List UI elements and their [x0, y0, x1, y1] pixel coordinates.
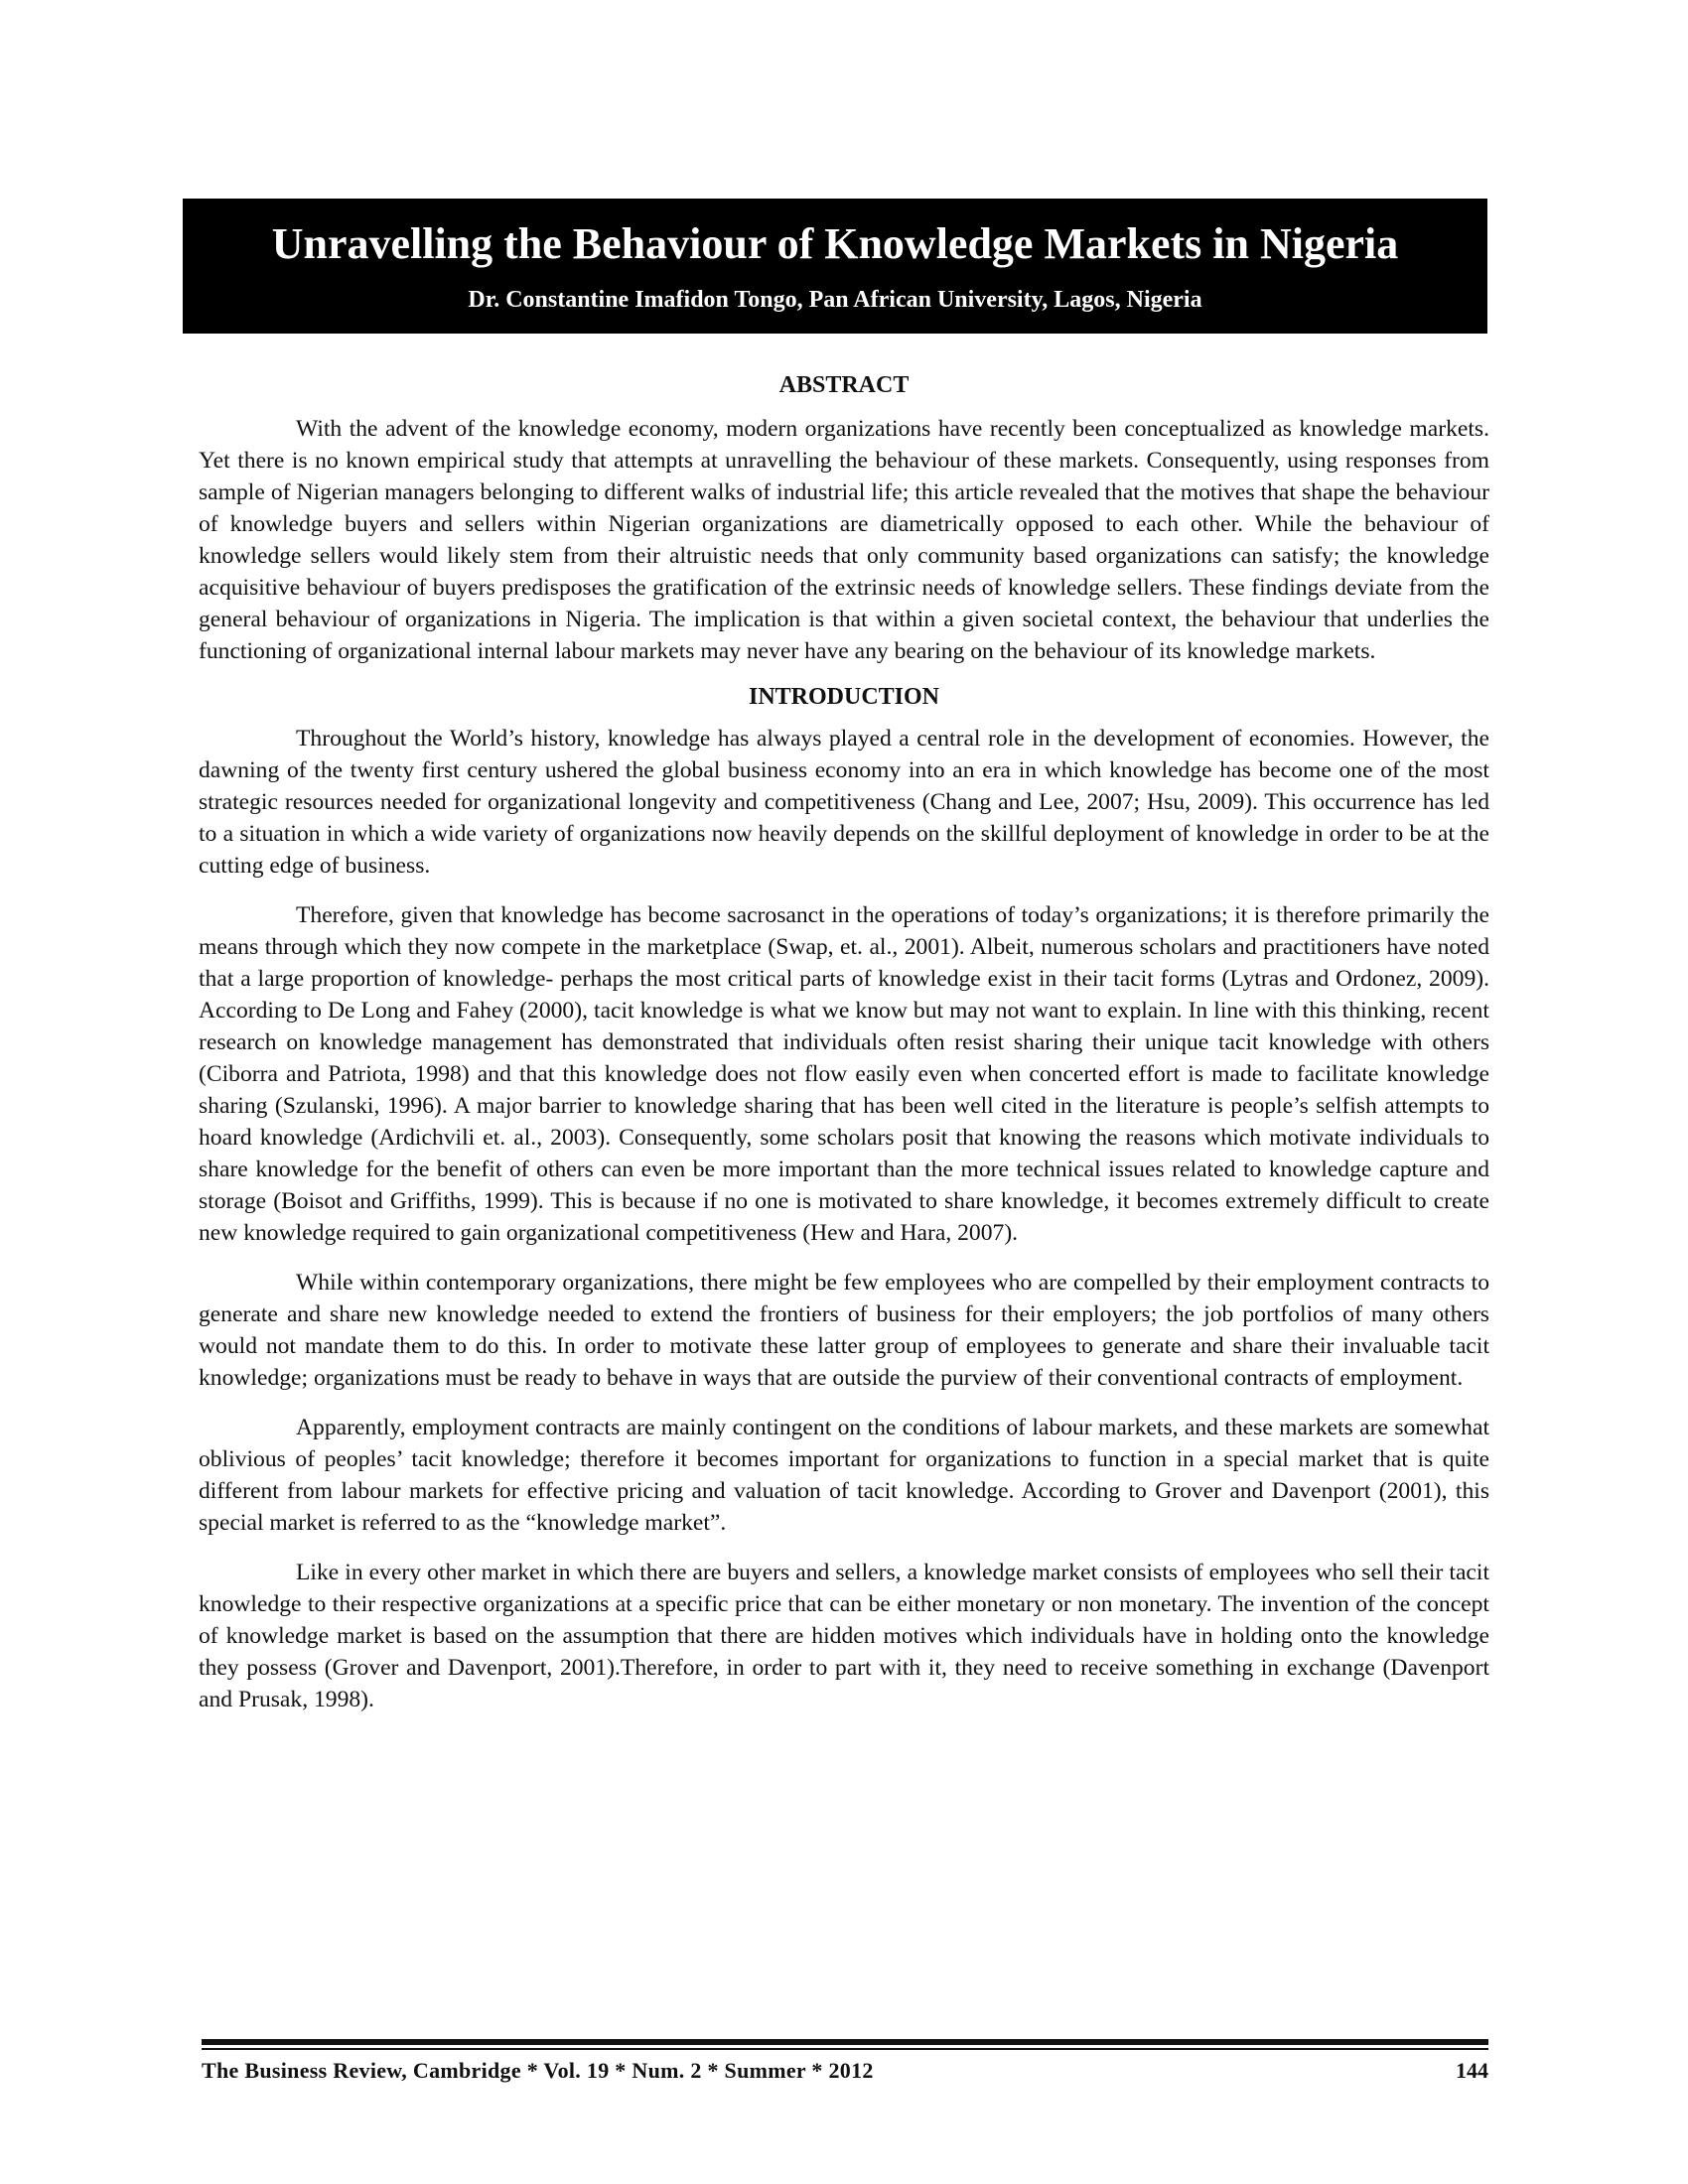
paper-body [199, 369, 1489, 1733]
intro-paragraph-3: While within contemporary organizations, there might be few employees who are compelled by their employment contracts to generate and share new knowledge needed to extend the frontiers of business for their employers; the job portfolios of many others would not mandate them to do this. In order to motivate these latter group of employees to generate and share their invaluable tacit knowledge; organizations must be ready to behave in ways that are outside the purview of their conventional contracts of employment. [199, 1270, 1489, 1391]
abstract-heading: ABSTRACT [778, 372, 910, 398]
intro-paragraph-5: Like in every other market in which there are buyers and sellers, a knowledge market consists of employees who sell their tacit knowledge to their respective organizations at a specific price that can be either monetary or non monetary. The invention of the concept of knowledge market is based on the assumption that there are hidden motives which individuals have in holding onto the knowledge they possess (Grover and Davenport, 2001).Therefore, in order to part with it, they need to receive something in exchange (Davenport and Prusak, 1998). [199, 1560, 1489, 1712]
footer-rule-thin [202, 2048, 1488, 2050]
page-number: 144 [1456, 2058, 1488, 2083]
journal-citation: The Business Review, Cambridge * Vol. 19 * Num. 2 * Summer * 2012 [202, 2058, 874, 2083]
footer-row [202, 2058, 1488, 2092]
abstract-text: With the advent of the knowledge economy, modern organizations have recently been conceptualized as knowledge markets. Yet there is no known empirical study that attempts at unravelling the behaviour of these markets. Consequently, using responses from sample of Nigerian managers belonging to different walks of industrial life; this article revealed that the motives that shape the behaviour of knowledge buyers and sellers within Nigerian organizations are diametrically opposed to each other. While the behaviour of knowledge sellers would likely stem from their altruistic needs that only community based organizations can satisfy; the knowledge acquisitive behaviour of buyers predisposes the gratification of the extrinsic needs of knowledge sellers. These findings deviate from the general behaviour of organizations in Nigeria. The implication is that within a given societal context, the behaviour that underlies the functioning of organizational internal labour markets may never have any bearing on the behaviour of its knowledge markets. [199, 416, 1489, 664]
intro-paragraph-2: Therefore, given that knowledge has become sacrosanct in the operations of today’s organizations; it is therefore primarily the means through which they now compete in the marketplace (Swap, et. al., 2001). Albeit, numerous scholars and practitioners have noted that a large proportion of knowledge- perhaps the most critical parts of knowledge exist in their tacit forms (Lytras and Ordonez, 2009). According to De Long and Fahey (2000), tacit knowledge is what we know but may not want to explain. In line with this thinking, recent research on knowledge management has demonstrated that individuals often resist sharing their unique tacit knowledge with others (Ciborra and Patriota, 1998) and that this knowledge does not flow easily even when concerted effort is made to facilitate knowledge sharing (Szulanski, 1996). A major barrier to knowledge sharing that has been well cited in the literature is people’s selfish attempts to hoard knowledge (Ardichvili et. al., 2003). Consequently, some scholars posit that knowing the reasons which motivate individuals to share knowledge for the benefit of others can even be more important than the more technical issues related to knowledge capture and storage (Boisot and Griffiths, 1999). This is because if no one is motivated to share knowledge, it becomes extremely difficult to create new knowledge required to gain organizational competitiveness (Hew and Hara, 2007). [199, 902, 1489, 1246]
paper-title: Unravelling the Behaviour of Knowledge Markets in Nigeria [271, 219, 1399, 268]
title-banner [183, 199, 1487, 334]
intro-paragraph-4: Apparently, employment contracts are mainly contingent on the conditions of labour markets, and these markets are somewhat oblivious of peoples’ tacit knowledge; therefore it becomes important for organizations to function in a special market that is quite different from labour markets for effective pricing and valuation of tacit knowledge. According to Grover and Davenport (2001), this special market is referred to as the “knowledge market”. [199, 1415, 1489, 1536]
page-footer [202, 2039, 1488, 2092]
author-line: Dr. Constantine Imafidon Tongo, Pan African University, Lagos, Nigeria [468, 287, 1202, 313]
introduction-heading: INTRODUCTION [748, 684, 940, 710]
footer-rule-thick [202, 2039, 1488, 2045]
intro-paragraph-1: Throughout the World’s history, knowledge has always played a central role in the development of economies. However, the dawning of the twenty first century ushered the global business economy into an era in which knowledge has become one of the most strategic resources needed for organizational longevity and competitiveness (Chang and Lee, 2007; Hsu, 2009). This occurrence has led to a situation in which a wide variety of organizations now heavily depends on the skillful deployment of knowledge in order to be at the cutting edge of business. [199, 726, 1489, 879]
